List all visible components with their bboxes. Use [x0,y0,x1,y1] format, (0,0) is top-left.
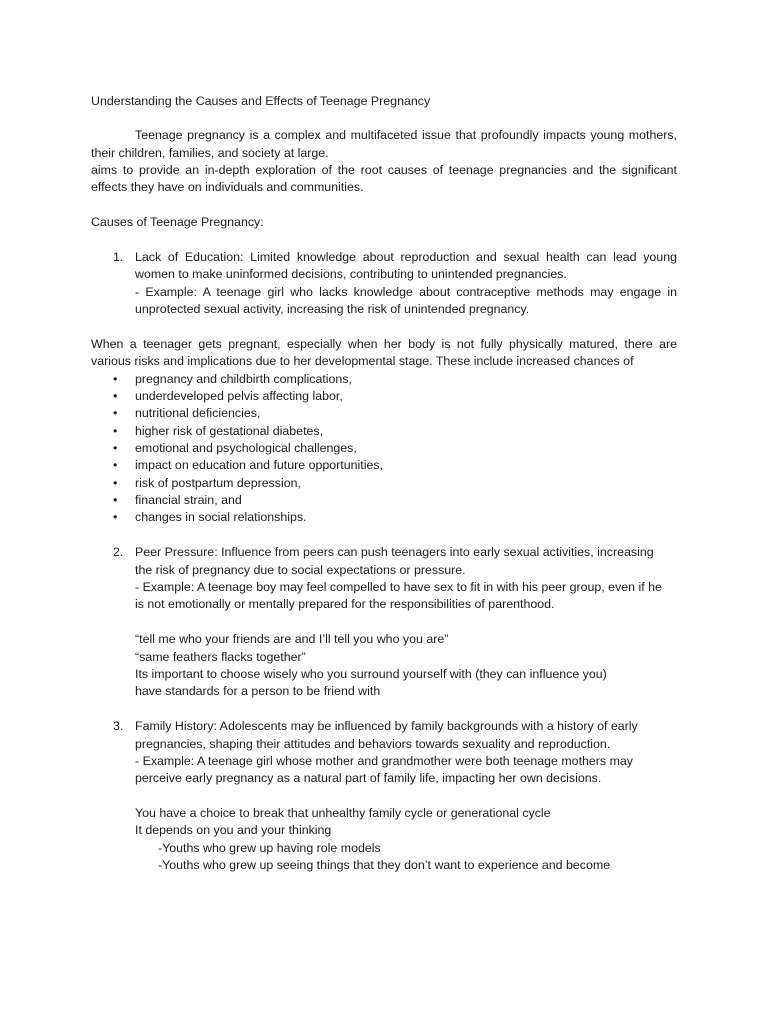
item2-line: is not emotionally or mentally prepared for the responsibilities of parenthood. [135,597,555,611]
item1-line: unprotected sexual activity, increasing the risk of unintended pregnancy. [135,302,530,316]
item2-note: Its important to choose wisely who you surround yourself with (they can influence you) [135,667,607,681]
item1-line: - Example: A teenage girl who lacks knowledge about contraceptive methods may engage in [135,285,677,299]
item1-line: women to make uninformed decisions, contributing to unintended pregnancies. [135,267,567,281]
bullet-item: risk of postpartum depression, [135,476,301,490]
bullet-item: financial strain, and [135,493,242,507]
item3-line: Family History: Adolescents may be influenced by family backgrounds with a history of early [135,719,638,733]
document-title: Understanding the Causes and Effects of Teenage Pregnancy [91,94,431,108]
bullet-item: changes in social relationships. [135,510,307,524]
item3-note: It depends on you and your thinking [135,823,332,837]
bullet-icon: • [113,493,118,507]
bullet-icon: • [113,441,118,455]
item3-line: - Example: A teenage girl whose mother and grandmother were both teenage mothers may [135,754,633,768]
item2-note: have standards for a person to be friend with [135,684,381,698]
item3-subnote: -Youths who grew up seeing things that they don’t want to experience and become [158,858,611,872]
item3-line: pregnancies, shaping their attitudes and behaviors towards sexuality and reproduction. [135,737,611,751]
risks-line: various risks and implications due to her developmental stage. These include increased chances of [91,354,634,368]
bullet-item: nutritional deficiencies, [135,406,261,420]
bullet-item: pregnancy and childbirth complications, [135,372,352,386]
bullet-item: underdeveloped pelvis affecting labor, [135,389,343,403]
item3-note: You have a choice to break that unhealthy family cycle or generational cycle [135,806,551,820]
bullet-icon: • [113,510,118,524]
item2-line: - Example: A teenage boy may feel compelled to have sex to fit in with his peer group, even if he [135,580,662,594]
bullet-icon: • [113,372,118,386]
list-number: 1. [113,250,124,264]
bullet-item: impact on education and future opportunities, [135,458,383,472]
intro-line: aims to provide an in-depth exploration of the root causes of teenage pregnancies and the significant [91,163,677,177]
item2-line: the risk of pregnancy due to social expectations or pressure. [135,563,466,577]
risks-line: When a teenager gets pregnant, especially when her body is not fully physically matured, there are [91,337,677,351]
intro-line: their children, families, and society at large. [91,146,329,160]
item2-note: “same feathers flacks together” [135,650,306,664]
item1-line: Lack of Education: Limited knowledge about reproduction and sexual health can lead young [135,250,677,264]
bullet-item: emotional and psychological challenges, [135,441,357,455]
item3-line: perceive early pregnancy as a natural part of family life, impacting her own decisions. [135,771,602,785]
intro-line: effects they have on individuals and communities. [91,180,364,194]
bullet-icon: • [113,406,118,420]
item2-line: Peer Pressure: Influence from peers can push teenagers into early sexual activities, increasing [135,545,654,559]
bullet-icon: • [113,424,118,438]
item2-note: “tell me who your friends are and I’ll tell you who you are” [135,632,449,646]
bullet-icon: • [113,476,118,490]
causes-heading: Causes of Teenage Pregnancy: [91,215,264,229]
list-number: 3. [113,719,124,733]
intro-line: Teenage pregnancy is a complex and multifaceted issue that profoundly impacts young mothers, [135,128,677,142]
bullet-icon: • [113,458,118,472]
bullet-icon: • [113,389,118,403]
bullet-item: higher risk of gestational diabetes, [135,424,324,438]
list-number: 2. [113,545,124,559]
item3-subnote: -Youths who grew up having role models [158,841,381,855]
